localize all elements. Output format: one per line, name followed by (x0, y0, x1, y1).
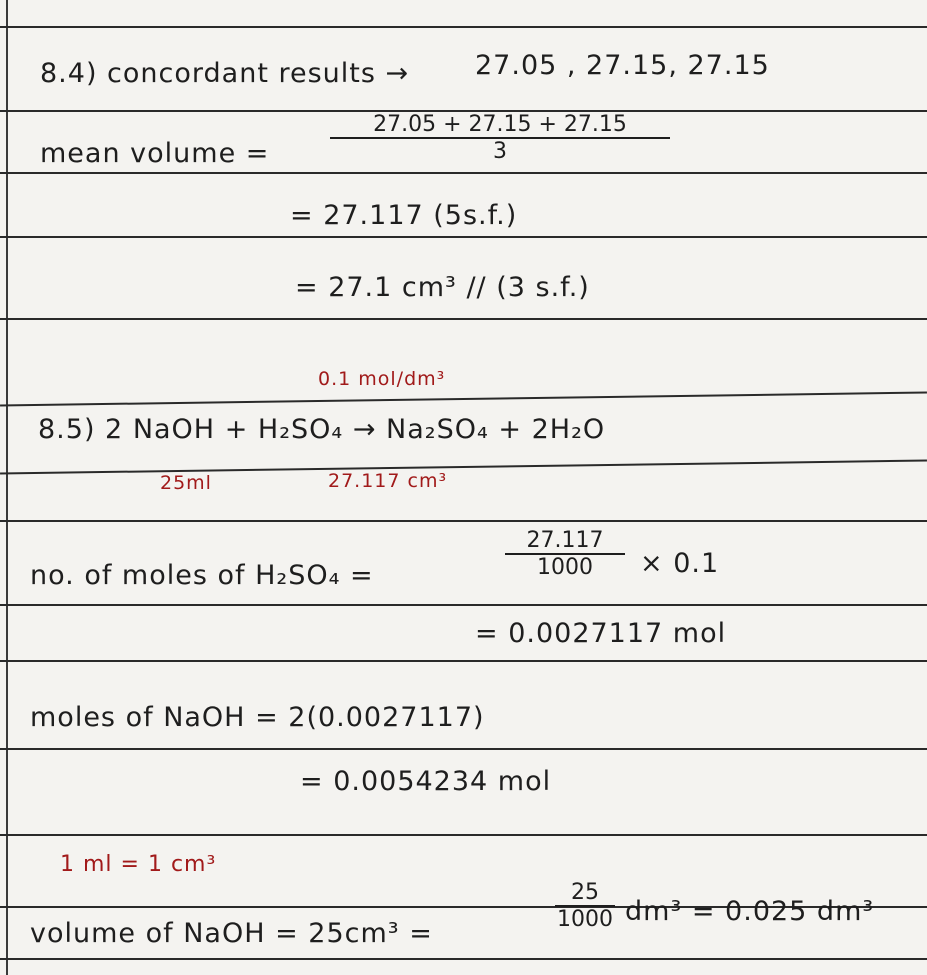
mean-volume-label: mean volume = (40, 138, 270, 169)
annotation-h2so4-volume: 27.117 cm³ (328, 470, 448, 492)
rule-line (0, 834, 927, 836)
page-margin-line (6, 0, 8, 975)
rule-line (0, 460, 927, 475)
rule-line (0, 172, 927, 174)
moles-h2so4-result: = 0.0027117 mol (475, 618, 727, 649)
volume-result: dm³ = 0.025 dm³ (625, 896, 875, 927)
unit-note: 1 ml = 1 cm³ (60, 852, 217, 877)
rule-line (0, 392, 927, 407)
mean-step2: = 27.1 cm³ // (3 s.f.) (295, 272, 590, 303)
rule-line (0, 958, 927, 960)
moles-h2so4-fraction (505, 528, 625, 580)
mean-numerator: 27.05 + 27.15 + 27.15 (330, 112, 670, 139)
concordant-results: 27.05 , 27.15, 27.15 (475, 50, 770, 81)
volume-fraction (555, 880, 615, 932)
rule-line (0, 236, 927, 238)
rule-line (0, 520, 927, 522)
moles-h2so4-numerator: 27.117 (505, 528, 625, 555)
moles-h2so4-factor: × 0.1 (640, 548, 720, 579)
moles-h2so4-denominator: 1000 (537, 555, 593, 580)
moles-h2so4-label: no. of moles of H₂SO₄ = (30, 560, 374, 591)
rule-line (0, 604, 927, 606)
q84-label: 8.4) concordant results → (40, 58, 410, 89)
moles-naoh-label: moles of NaOH = 2(0.0027117) (30, 702, 485, 733)
volume-denominator: 1000 (557, 907, 613, 932)
rule-line (0, 26, 927, 28)
reaction-equation: 8.5) 2 NaOH + H₂SO₄ → Na₂SO₄ + 2H₂O (38, 414, 606, 445)
volume-naoh-label: volume of NaOH = 25cm³ = (30, 918, 433, 949)
mean-step1: = 27.117 (5s.f.) (290, 200, 518, 231)
rule-line (0, 660, 927, 662)
volume-numerator: 25 (555, 880, 615, 907)
mean-fraction (330, 112, 670, 164)
moles-naoh-result: = 0.0054234 mol (300, 766, 552, 797)
annotation-concentration: 0.1 mol/dm³ (318, 368, 446, 390)
rule-line (0, 318, 927, 320)
mean-denominator: 3 (493, 139, 507, 164)
rule-line (0, 748, 927, 750)
annotation-naoh-volume: 25ml (160, 472, 212, 494)
